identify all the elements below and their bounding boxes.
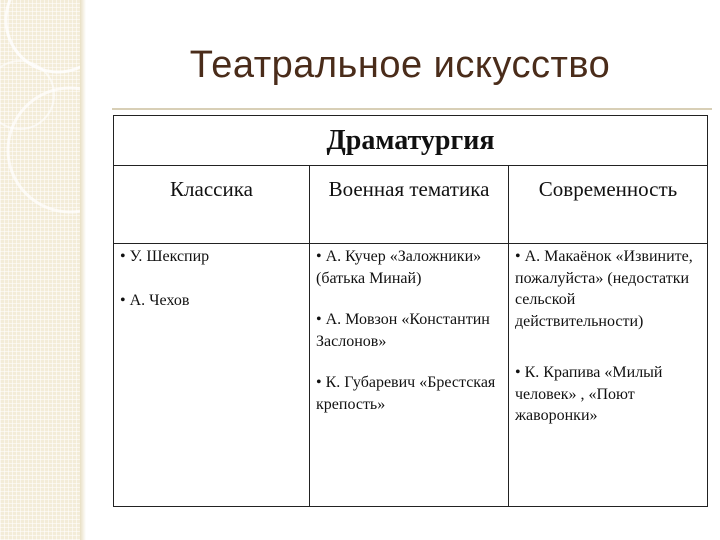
column-cell-classics — [114, 244, 310, 507]
list-item: • А. Мовзон «Константин Заслонов» — [316, 311, 490, 350]
drama-table — [113, 115, 708, 507]
table-header-row — [114, 116, 708, 166]
list-item: • А. Кучер «Заложники» (батька Минай) — [316, 248, 482, 287]
column-heading-modernity: Современность — [509, 166, 708, 244]
table-body-row — [114, 244, 708, 507]
list-item: • А. Чехов — [120, 291, 190, 309]
list-item: • К. Крапива «Милый человек» , «Поют жаворонки» — [515, 364, 663, 424]
list-item: • А. Макаёнок «Извините, пожалуйста» (недостатки сельской действительности) — [515, 248, 693, 330]
title-divider — [112, 108, 712, 110]
decorative-side-strip — [0, 0, 80, 540]
decorative-circles-icon — [0, 0, 80, 540]
column-heading-classics: Классика — [114, 166, 310, 244]
column-heading-row — [114, 166, 708, 244]
table-header: Драматургия — [114, 116, 708, 166]
column-heading-war-theme: Военная тематика — [310, 166, 509, 244]
list-item: • К. Губаревич «Брестская крепость» — [316, 374, 496, 413]
column-cell-war-theme — [310, 244, 509, 507]
column-cell-modernity — [509, 244, 708, 507]
slide-title: Театральное искусство — [189, 44, 611, 86]
side-strip-edge — [80, 0, 86, 540]
list-item: • У. Шекспир — [120, 248, 210, 265]
